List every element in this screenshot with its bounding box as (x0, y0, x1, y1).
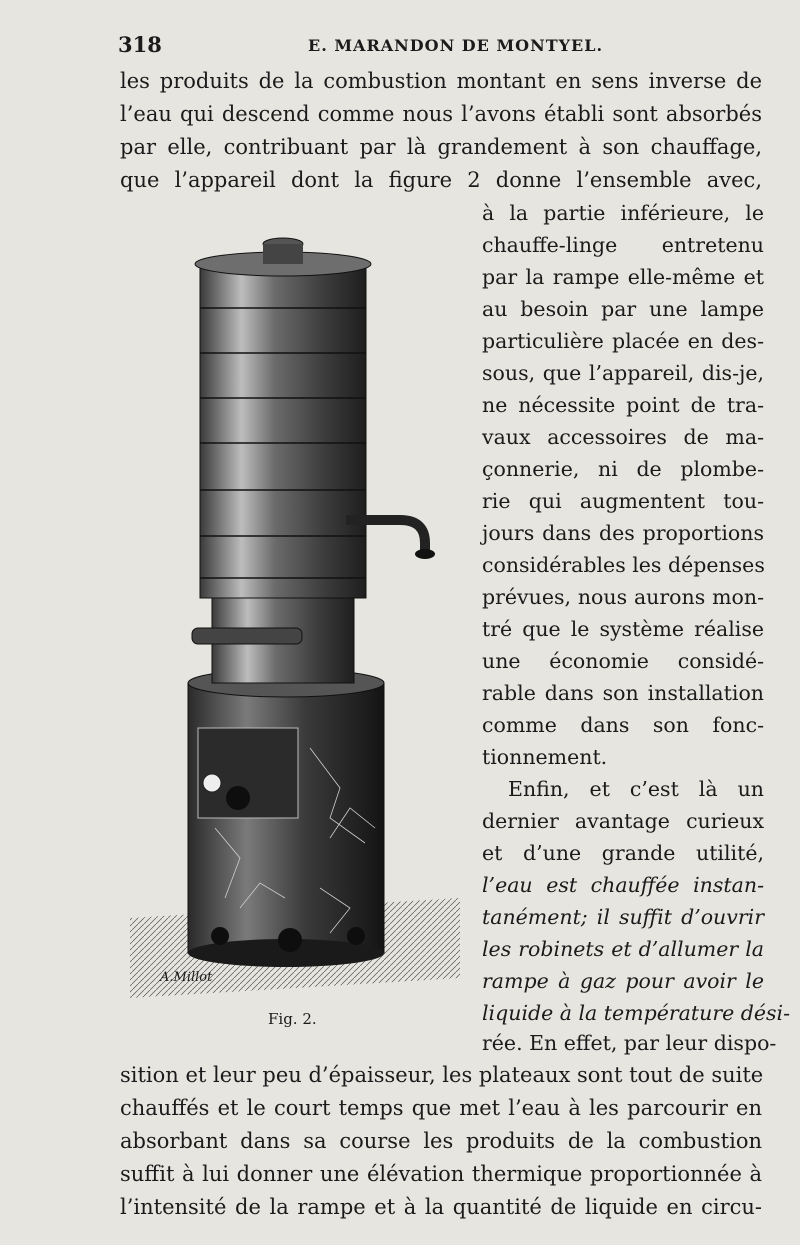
heater-column (200, 268, 366, 598)
vent-hole (278, 928, 302, 952)
text-line: vaux accessoires de ma- (482, 425, 764, 449)
vent-hole (347, 927, 365, 945)
text-line: sous, que l’appareil, dis-je, (482, 361, 764, 385)
page-number: 318 (118, 32, 162, 57)
engraver-signature: A.Millot (160, 970, 213, 985)
text-line: Enfin, et c’est là un (508, 777, 764, 801)
text-line: prévues, nous aurons mon- (482, 585, 764, 609)
text-line: sition et leur peu d’épaisseur, les plateaux sont tout de suite (120, 1063, 764, 1087)
vent-hole (211, 927, 229, 945)
text-line: et d’une grande utilité, (482, 841, 764, 865)
text-line: particulière placée en des- (482, 329, 764, 353)
water-heater-illustration (120, 228, 470, 1008)
text-line: rable dans son installation (482, 681, 764, 705)
gas-ramp (192, 628, 302, 644)
text-line: liquide à la température dési- (482, 1001, 791, 1025)
text-line: chauffés et le court temps que met l’eau à les parcourir en (120, 1096, 762, 1120)
text-line: dernier avantage curieux (482, 809, 764, 833)
text-line: l’eau qui descend comme nous l’avons établi sont absorbés (120, 102, 762, 126)
text-line: suffit à lui donner une élévation thermique proportionnée à (120, 1162, 762, 1186)
text-line: les produits de la combustion montant en sens inverse de (120, 69, 762, 93)
tap-spout (415, 549, 435, 559)
text-line: tré que le système réalise (482, 617, 764, 641)
text-line: que l’appareil dont la figure 2 donne l’ensemble avec, (120, 168, 762, 192)
lid-neck (263, 244, 303, 264)
text-line: tionnement. (482, 745, 608, 769)
text-line: comme dans son fonc- (482, 713, 764, 737)
vent-hole (226, 786, 250, 810)
text-line: une économie considé- (482, 649, 764, 673)
text-line: ne nécessite point de tra- (482, 393, 764, 417)
text-line: rée. En effet, par leur dispo- (482, 1031, 777, 1055)
text-line: çonnerie, ni de plombe- (482, 457, 764, 481)
text-line: à la partie inférieure, le (482, 201, 764, 225)
text-line: l’eau est chauffée instan- (482, 873, 764, 897)
text-line: par la rampe elle-même et (482, 265, 764, 289)
text-line: tanément; il suffit d’ouvrir (482, 905, 764, 929)
text-line: les robinets et d’allumer la (482, 937, 764, 961)
text-line: considérables les dépenses (482, 553, 765, 577)
text-line: l’intensité de la rampe et à la quantité de liquide en circu- (120, 1195, 762, 1219)
text-line: rampe à gaz pour avoir le (482, 969, 764, 993)
text-line: par elle, contribuant par là grandement à son chauffage, (120, 135, 762, 159)
running-head: E. MARANDON DE MONTYEL. (308, 36, 604, 55)
door-knob (203, 774, 221, 792)
text-line: absorbant dans sa course les produits de la combustion (120, 1129, 762, 1153)
text-line: au besoin par une lampe (482, 297, 764, 321)
text-line: rie qui augmentent tou- (482, 489, 764, 513)
figure-caption: Fig. 2. (268, 1010, 317, 1028)
text-line: jours dans des proportions (482, 521, 764, 545)
text-line: chauffe-linge entretenu (482, 233, 764, 257)
